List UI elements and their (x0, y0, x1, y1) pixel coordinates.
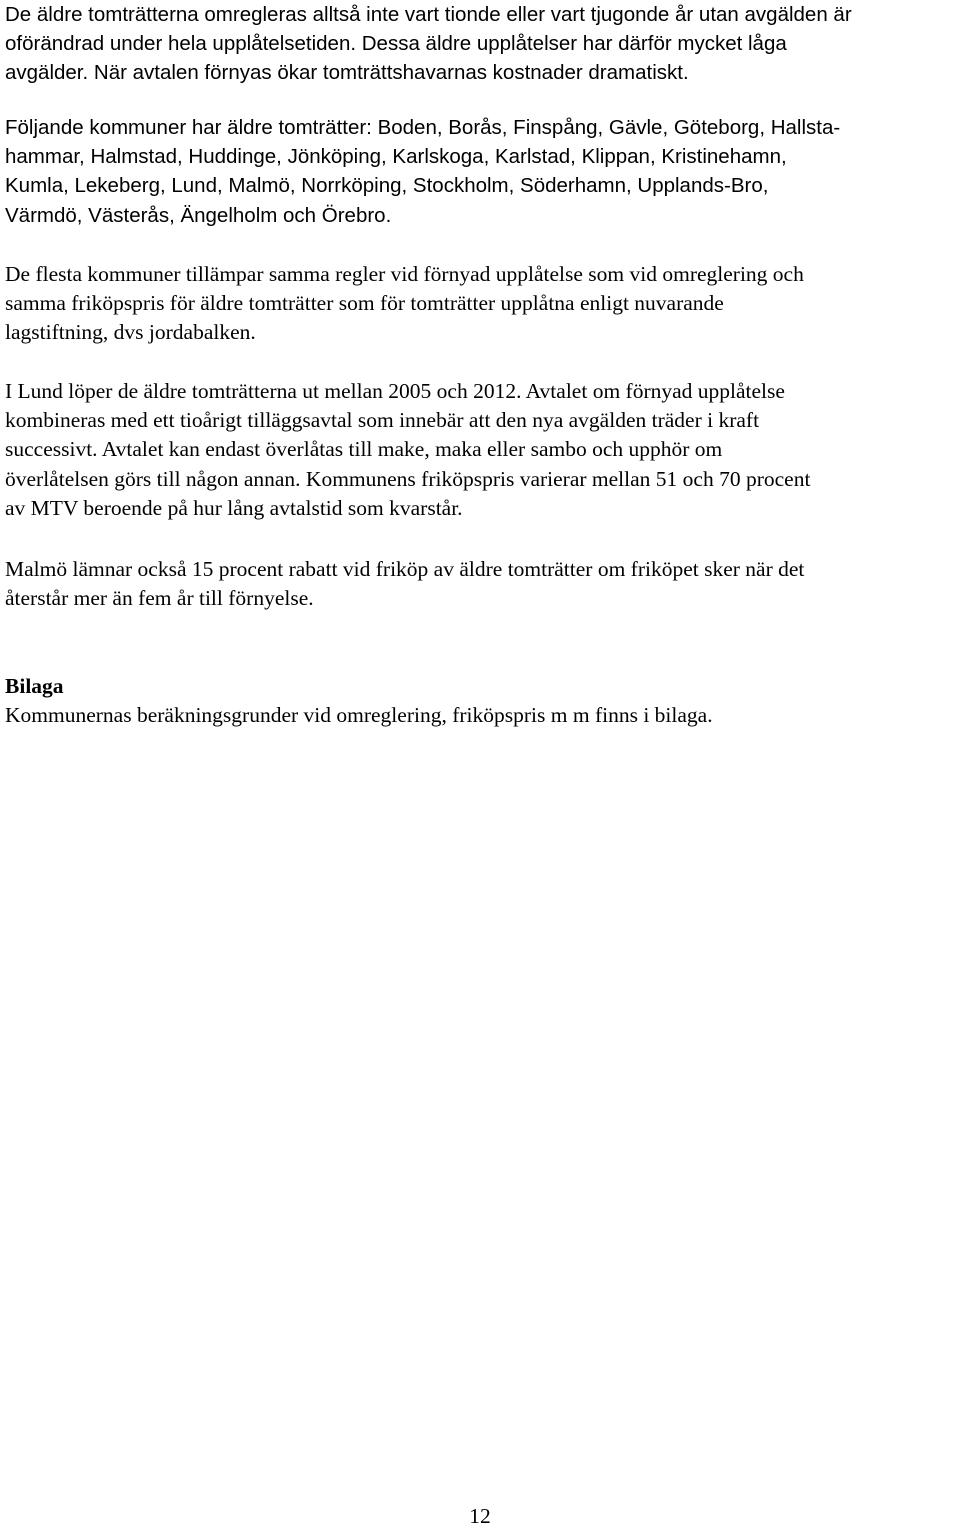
text-line: Följande kommuner har äldre tomträtter: Boden, Borås, Finspång, Gävle, Göteborg, Hallsta- (5, 116, 841, 139)
paragraph-rules (5, 260, 804, 348)
paragraph-older-leaseholds (5, 0, 852, 88)
text-line: Kumla, Lekeberg, Lund, Malmö, Norrköping, Stockholm, Söderhamn, Upplands-Bro, (5, 174, 769, 198)
paragraph-lund (5, 377, 810, 523)
text-line: lagstiftning, dvs jordabalken. (5, 320, 256, 345)
text-line: De flesta kommuner tillämpar samma regler vid förnyad upplåtelse som vid omreglering och (5, 262, 804, 286)
text-line: Värmdö, Västerås, Ängelholm och Örebro. (5, 203, 392, 227)
text-line: successivt. Avtalet kan endast överlåtas till make, maka eller sambo och upphör om (5, 437, 723, 462)
text-line: samma friköpspris för äldre tomträtter som för tomträtter upplåtna enligt nuvarande (5, 291, 724, 316)
text-line: avgälder. När avtalen förnyas ökar tomträttshavarnas kostnader dramatiskt. (5, 61, 689, 85)
paragraph-municipalities-list (5, 113, 840, 230)
bilaga-section (5, 672, 713, 730)
paragraph-malmo (5, 555, 804, 613)
text-line: Malmö lämnar också 15 procent rabatt vid friköp av äldre tomträtter om friköpet sker när det (5, 557, 805, 581)
text-line: I Lund löper de äldre tomträtterna ut mellan 2005 och 2012. Avtalet om förnyad upplåtelse (5, 379, 785, 403)
page-number: 12 (469, 1504, 491, 1528)
text-line: kombineras med ett tioårigt tilläggsavtal som innebär att den nya avgälden träder i kraft (5, 408, 760, 433)
text-line: De äldre tomträtterna omregleras alltså inte vart tionde eller vart tjugonde år utan avgälden är (5, 3, 852, 26)
text-line: återstår mer än fem år till förnyelse. (5, 586, 314, 611)
text-line: överlåtelsen görs till någon annan. Kommunens friköpspris varierar mellan 51 och 70 procent (5, 466, 811, 491)
text-line: hammar, Halmstad, Huddinge, Jönköping, Karlskoga, Karlstad, Klippan, Kristinehamn, (5, 145, 787, 169)
text-line: oförändrad under hela upplåtelsetiden. Dessa äldre upplåtelser har därför mycket låga (5, 32, 787, 56)
bilaga-heading: Bilaga (5, 674, 64, 698)
text-line: av MTV beroende på hur lång avtalstid som kvarstår. (5, 495, 463, 520)
bilaga-text: Kommunernas beräkningsgrunder vid omreglering, friköpspris m m finns i bilaga. (5, 703, 713, 728)
